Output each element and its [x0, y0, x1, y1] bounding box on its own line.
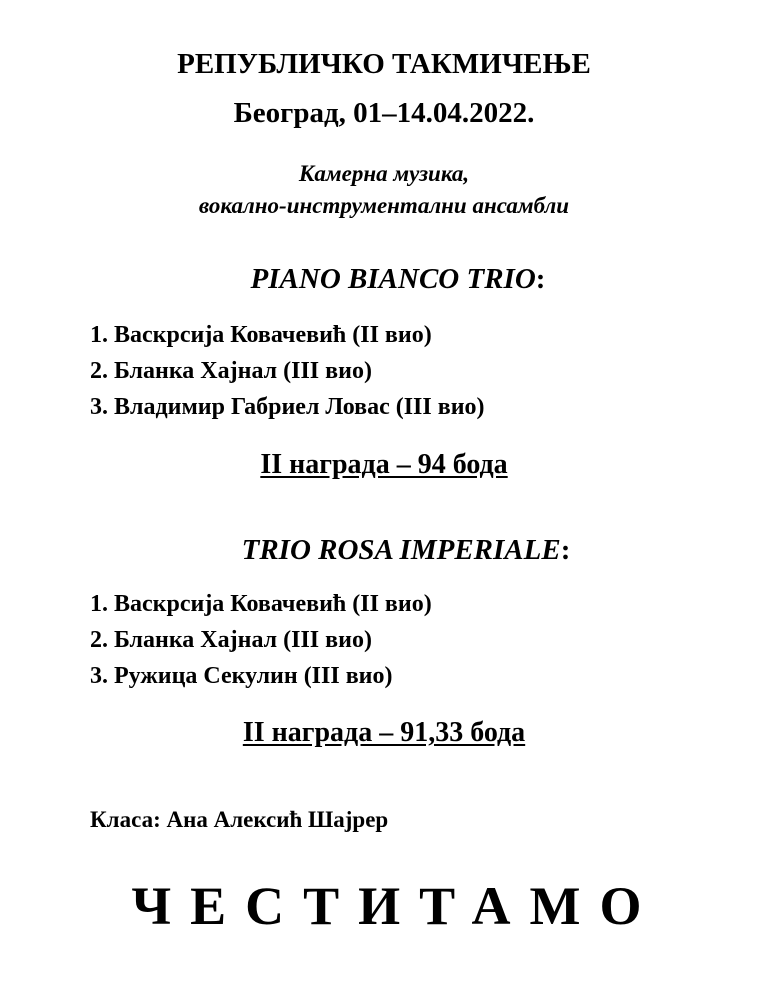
- member-item: 2. Бланка Хајнал (III вио): [90, 358, 372, 384]
- member-item: 2. Бланка Хајнал (III вио): [90, 627, 372, 653]
- ensemble-name: TRIO ROSA IMPERIALE:: [241, 534, 571, 566]
- award-line: [0, 717, 768, 749]
- category-line-2: вокално-инструментални ансамбли: [198, 193, 570, 218]
- member-item: 1. Васкрсија Ковачевић (II вио): [90, 591, 432, 617]
- member-item: 3. Ружица Секулин (III вио): [90, 663, 393, 689]
- congratulations: ЧЕСТИТАМО: [131, 876, 661, 936]
- category-line-1: Камерна музика,: [298, 161, 470, 186]
- location-date: Београд, 01–14.04.2022.: [233, 97, 535, 129]
- ensemble-name-text: TRIO ROSA IMPERIALE: [241, 534, 561, 566]
- member-item: 1. Васкрсија Ковачевић (II вио): [90, 322, 432, 348]
- award-text: II награда – 91,33 бода: [242, 717, 526, 748]
- ensemble-name: PIANO BIANCO TRIO:: [250, 263, 546, 295]
- ensemble-name-text: PIANO BIANCO TRIO: [250, 263, 536, 295]
- award-text: II награда – 94 бода: [260, 449, 508, 480]
- award-line: [0, 449, 768, 481]
- class-teacher: Класа: Ана Алексић Шајрер: [90, 807, 389, 832]
- member-item: 3. Владимир Габриел Ловас (III вио): [90, 394, 485, 420]
- competition-title: РЕПУБЛИЧКО ТАКМИЧЕЊЕ: [177, 48, 591, 80]
